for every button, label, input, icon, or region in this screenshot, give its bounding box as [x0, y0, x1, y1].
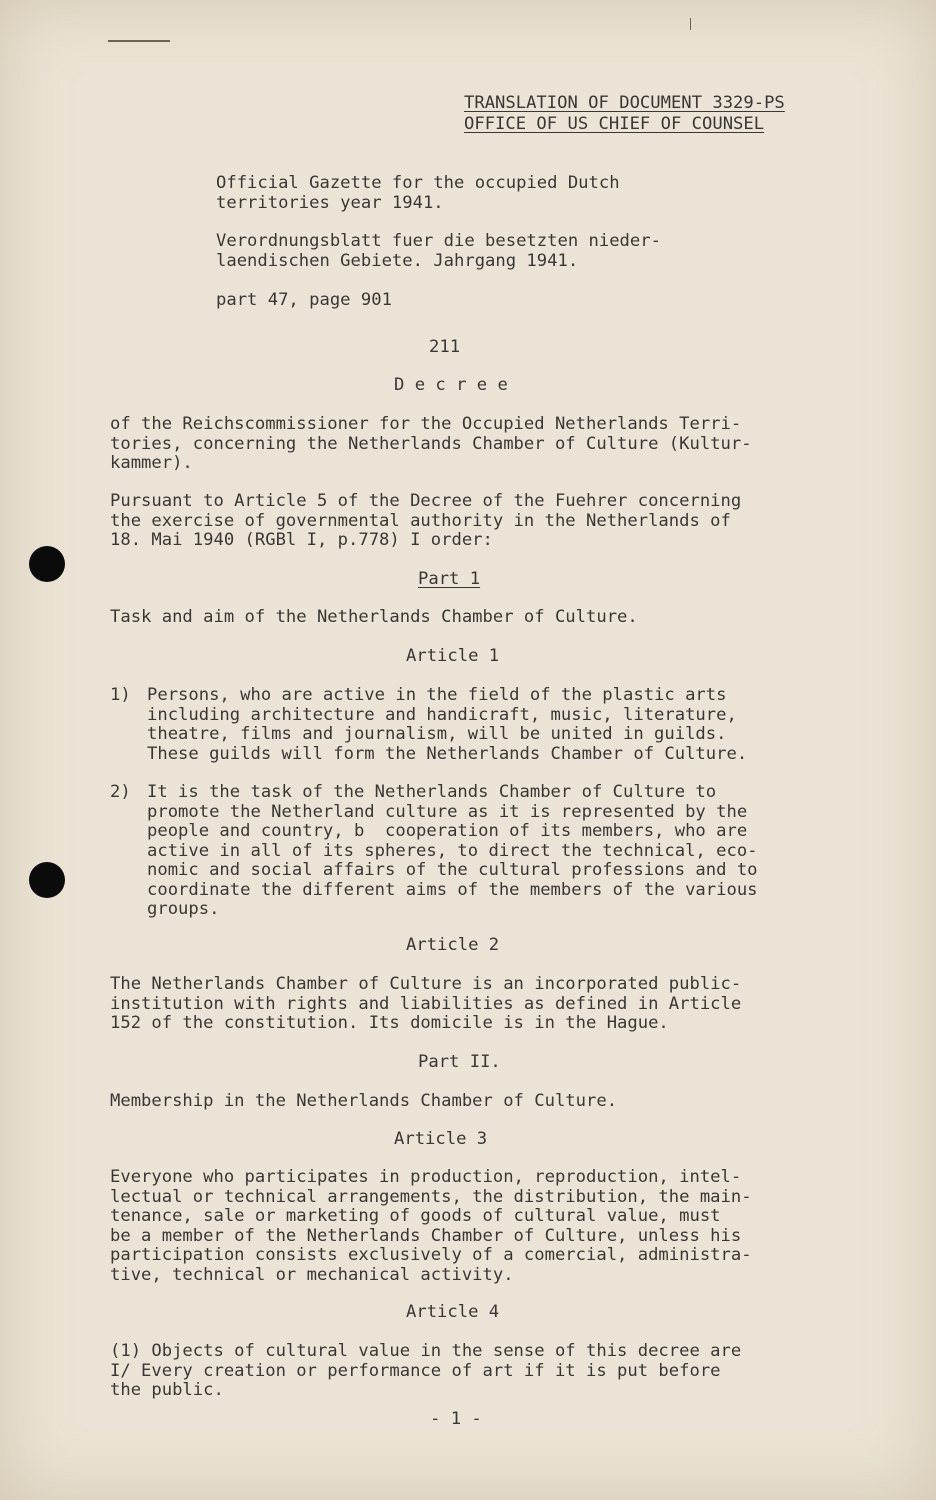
part-2-heading: Part II.: [418, 1052, 501, 1072]
article-1-para-2: It is the task of the Netherlands Chamber of Culture to promote the Netherland culture as it is represented by the people and country, b cooperation of its members, who are active in all of its spheres, to direct the technical, eco- nomic and social affairs of the cultural professions and to coordinate the different aims of the members of the various groups.: [147, 782, 758, 919]
part-1-heading: Part 1: [418, 569, 481, 589]
article-4-heading: Article 4: [406, 1302, 500, 1322]
article-1-para-1: Persons, who are active in the field of the plastic arts including architecture and handicraft, music, literature, theatre, films and journalism, will be united in guilds. These guilds will form the Netherlands Chamber of Culture.: [147, 685, 748, 764]
article-3-text: Everyone who participates in production, reproduction, intel- lectual or technical arrangements, the distribution, the main- tenance, sale or marketing of goods of cultural value, must be a member of the Netherlands Chamber of Culture, unless his participation consists exclusively of a comercial, administra- tive, technical or mechanical activity.: [110, 1167, 752, 1285]
pencil-mark: [690, 18, 691, 30]
gazette-german: Verordnungsblatt fuer die besetzten nieder- laendischen Gebiete. Jahrgang 1941.: [216, 231, 661, 271]
gazette-english: Official Gazette for the occupied Dutch territories year 1941.: [216, 173, 620, 213]
part-page: part 47, page 901: [216, 290, 392, 310]
part-1-title: Task and aim of the Netherlands Chamber of Culture.: [110, 607, 638, 627]
article-4-text: (1) Objects of cultural value in the sense of this decree are I/ Every creation or performance of art if it is put before the public.: [110, 1341, 742, 1400]
page-number: - 1 -: [430, 1409, 482, 1429]
article-1-heading: Article 1: [406, 646, 500, 666]
article-2-text: The Netherlands Chamber of Culture is an incorporated public- institution with rights and liabilities as defined in Article 152 of the constitution. Its domicile is in the Hague.: [110, 974, 742, 1033]
pursuant-paragraph: Pursuant to Article 5 of the Decree of the Fuehrer concerning the exercise of governmental authority in the Netherlands of 18. Mai 1940 (RGBl I, p.778) I order:: [110, 491, 742, 550]
punch-hole-bottom: [29, 862, 65, 898]
punch-hole-top: [29, 546, 65, 582]
article-1-para-2-number: 2): [110, 782, 131, 802]
header-line-2: OFFICE OF US CHIEF OF COUNSEL: [464, 114, 765, 134]
article-1-para-1-number: 1): [110, 685, 131, 705]
article-3-heading: Article 3: [394, 1129, 488, 1149]
part-2-title: Membership in the Netherlands Chamber of Culture.: [110, 1091, 618, 1111]
decree-intro: of the Reichscommissioner for the Occupied Netherlands Terri- tories, concerning the Netherlands Chamber of Culture (Kultur- kammer).: [110, 414, 752, 473]
decree-number: 211: [429, 337, 461, 357]
article-2-heading: Article 2: [406, 935, 500, 955]
header-line-1: TRANSLATION OF DOCUMENT 3329-PS: [464, 93, 785, 113]
decree-heading: D e c r e e: [394, 375, 508, 395]
pencil-mark: [108, 40, 170, 42]
